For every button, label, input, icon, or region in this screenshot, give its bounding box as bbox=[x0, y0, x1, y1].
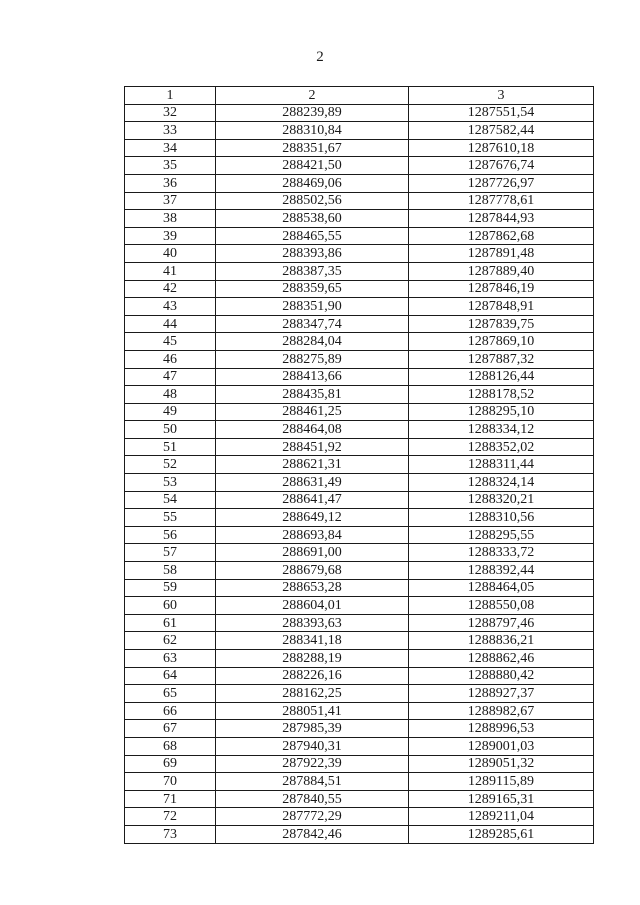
table-cell: 288435,81 bbox=[216, 386, 409, 404]
table-cell: 72 bbox=[125, 808, 216, 826]
table-cell: 288649,12 bbox=[216, 509, 409, 527]
table-row bbox=[125, 720, 594, 738]
table-cell: 1288311,44 bbox=[409, 456, 594, 474]
column-header: 1 bbox=[125, 87, 216, 105]
table-row bbox=[125, 650, 594, 668]
table-row bbox=[125, 403, 594, 421]
table-cell: 63 bbox=[125, 650, 216, 668]
table-row bbox=[125, 825, 594, 843]
table-cell: 288393,63 bbox=[216, 614, 409, 632]
table-cell: 57 bbox=[125, 544, 216, 562]
table-cell: 1289115,89 bbox=[409, 773, 594, 791]
table-cell: 288413,66 bbox=[216, 368, 409, 386]
table-cell: 36 bbox=[125, 174, 216, 192]
table-row bbox=[125, 210, 594, 228]
table-cell: 288469,06 bbox=[216, 174, 409, 192]
table-cell: 39 bbox=[125, 227, 216, 245]
table-cell: 46 bbox=[125, 350, 216, 368]
table-body bbox=[125, 104, 594, 843]
table-cell: 1287846,19 bbox=[409, 280, 594, 298]
table-cell: 288387,35 bbox=[216, 262, 409, 280]
table-cell: 1288797,46 bbox=[409, 614, 594, 632]
table-row bbox=[125, 474, 594, 492]
table-row bbox=[125, 192, 594, 210]
table-cell: 38 bbox=[125, 210, 216, 228]
table-cell: 287985,39 bbox=[216, 720, 409, 738]
table-cell: 33 bbox=[125, 122, 216, 140]
table-cell: 287772,29 bbox=[216, 808, 409, 826]
table-row bbox=[125, 298, 594, 316]
table-cell: 1288320,21 bbox=[409, 491, 594, 509]
table-cell: 288226,16 bbox=[216, 667, 409, 685]
table-cell: 288464,08 bbox=[216, 421, 409, 439]
table-row bbox=[125, 122, 594, 140]
table-cell: 1288836,21 bbox=[409, 632, 594, 650]
table-cell: 1288126,44 bbox=[409, 368, 594, 386]
table-cell: 67 bbox=[125, 720, 216, 738]
table-row bbox=[125, 667, 594, 685]
column-header: 2 bbox=[216, 87, 409, 105]
table-cell: 1288550,08 bbox=[409, 597, 594, 615]
table-cell: 288310,84 bbox=[216, 122, 409, 140]
table-cell: 1288295,10 bbox=[409, 403, 594, 421]
table-cell: 288538,60 bbox=[216, 210, 409, 228]
table-cell: 1288295,55 bbox=[409, 526, 594, 544]
table-cell: 64 bbox=[125, 667, 216, 685]
table-row bbox=[125, 104, 594, 122]
table-cell: 1288334,12 bbox=[409, 421, 594, 439]
table-cell: 288288,19 bbox=[216, 650, 409, 668]
table-cell: 1287778,61 bbox=[409, 192, 594, 210]
table-cell: 288421,50 bbox=[216, 157, 409, 175]
table-cell: 1288310,56 bbox=[409, 509, 594, 527]
table-row bbox=[125, 280, 594, 298]
table-cell: 43 bbox=[125, 298, 216, 316]
table-cell: 42 bbox=[125, 280, 216, 298]
table-cell: 287922,39 bbox=[216, 755, 409, 773]
table-cell: 1288464,05 bbox=[409, 579, 594, 597]
table-cell: 288341,18 bbox=[216, 632, 409, 650]
table-cell: 61 bbox=[125, 614, 216, 632]
table-row bbox=[125, 773, 594, 791]
table-cell: 288631,49 bbox=[216, 474, 409, 492]
table-row bbox=[125, 702, 594, 720]
table-row bbox=[125, 755, 594, 773]
table-cell: 288275,89 bbox=[216, 350, 409, 368]
table-cell: 287842,46 bbox=[216, 825, 409, 843]
table-cell: 288284,04 bbox=[216, 333, 409, 351]
table-cell: 40 bbox=[125, 245, 216, 263]
table-cell: 1287887,32 bbox=[409, 350, 594, 368]
table-cell: 1289165,31 bbox=[409, 790, 594, 808]
table-cell: 288393,86 bbox=[216, 245, 409, 263]
table-row bbox=[125, 544, 594, 562]
table-row bbox=[125, 614, 594, 632]
table-cell: 53 bbox=[125, 474, 216, 492]
table-cell: 69 bbox=[125, 755, 216, 773]
table-row bbox=[125, 157, 594, 175]
table-cell: 287940,31 bbox=[216, 737, 409, 755]
table-cell: 45 bbox=[125, 333, 216, 351]
table-cell: 50 bbox=[125, 421, 216, 439]
table-row bbox=[125, 509, 594, 527]
table-cell: 1287862,68 bbox=[409, 227, 594, 245]
table-row bbox=[125, 262, 594, 280]
table-cell: 288604,01 bbox=[216, 597, 409, 615]
table-cell: 288641,47 bbox=[216, 491, 409, 509]
table-cell: 34 bbox=[125, 139, 216, 157]
table-cell: 288653,28 bbox=[216, 579, 409, 597]
table-row bbox=[125, 491, 594, 509]
table-cell: 37 bbox=[125, 192, 216, 210]
table-cell: 54 bbox=[125, 491, 216, 509]
table-cell: 1287891,48 bbox=[409, 245, 594, 263]
table-cell: 68 bbox=[125, 737, 216, 755]
table-cell: 49 bbox=[125, 403, 216, 421]
table-cell: 1289001,03 bbox=[409, 737, 594, 755]
table-cell: 55 bbox=[125, 509, 216, 527]
table-cell: 32 bbox=[125, 104, 216, 122]
table-cell: 1288880,42 bbox=[409, 667, 594, 685]
table-cell: 60 bbox=[125, 597, 216, 615]
table-cell: 73 bbox=[125, 825, 216, 843]
table-cell: 1287582,44 bbox=[409, 122, 594, 140]
table-row bbox=[125, 685, 594, 703]
table-row bbox=[125, 808, 594, 826]
table-cell: 1288178,52 bbox=[409, 386, 594, 404]
table-cell: 47 bbox=[125, 368, 216, 386]
table-row bbox=[125, 421, 594, 439]
table-row bbox=[125, 562, 594, 580]
table-cell: 288679,68 bbox=[216, 562, 409, 580]
table-cell: 288502,56 bbox=[216, 192, 409, 210]
table-cell: 1288352,02 bbox=[409, 438, 594, 456]
table-cell: 288351,67 bbox=[216, 139, 409, 157]
table-row bbox=[125, 227, 594, 245]
table-row bbox=[125, 632, 594, 650]
table-cell: 288451,92 bbox=[216, 438, 409, 456]
table-cell: 1287551,54 bbox=[409, 104, 594, 122]
coordinates-table bbox=[124, 86, 594, 844]
table-cell: 1287676,74 bbox=[409, 157, 594, 175]
table-cell: 288621,31 bbox=[216, 456, 409, 474]
table-cell: 1288927,37 bbox=[409, 685, 594, 703]
table-cell: 1289211,04 bbox=[409, 808, 594, 826]
table-cell: 52 bbox=[125, 456, 216, 474]
table-row bbox=[125, 350, 594, 368]
table-cell: 51 bbox=[125, 438, 216, 456]
table-row bbox=[125, 790, 594, 808]
table-cell: 1288392,44 bbox=[409, 562, 594, 580]
table-row bbox=[125, 139, 594, 157]
table-row bbox=[125, 456, 594, 474]
table-cell: 288461,25 bbox=[216, 403, 409, 421]
table-cell: 1287869,10 bbox=[409, 333, 594, 351]
table-cell: 48 bbox=[125, 386, 216, 404]
table-cell: 35 bbox=[125, 157, 216, 175]
table-cell: 288347,74 bbox=[216, 315, 409, 333]
column-header: 3 bbox=[409, 87, 594, 105]
table-cell: 288351,90 bbox=[216, 298, 409, 316]
table-cell: 1287839,75 bbox=[409, 315, 594, 333]
table-cell: 288359,65 bbox=[216, 280, 409, 298]
table-cell: 1289051,32 bbox=[409, 755, 594, 773]
table-row bbox=[125, 597, 594, 615]
table-cell: 59 bbox=[125, 579, 216, 597]
table-row bbox=[125, 737, 594, 755]
page-number: 2 bbox=[316, 49, 324, 65]
table-row bbox=[125, 526, 594, 544]
table-row bbox=[125, 368, 594, 386]
table-cell: 288162,25 bbox=[216, 685, 409, 703]
table-cell: 288691,00 bbox=[216, 544, 409, 562]
table-cell: 58 bbox=[125, 562, 216, 580]
table-cell: 56 bbox=[125, 526, 216, 544]
table-cell: 1287844,93 bbox=[409, 210, 594, 228]
table-cell: 1287889,40 bbox=[409, 262, 594, 280]
table-cell: 288239,89 bbox=[216, 104, 409, 122]
table-cell: 1287726,97 bbox=[409, 174, 594, 192]
table-cell: 287840,55 bbox=[216, 790, 409, 808]
table-cell: 70 bbox=[125, 773, 216, 791]
table-cell: 1287610,18 bbox=[409, 139, 594, 157]
table-row bbox=[125, 245, 594, 263]
table-cell: 288693,84 bbox=[216, 526, 409, 544]
table-row bbox=[125, 333, 594, 351]
table-cell: 1287848,91 bbox=[409, 298, 594, 316]
table-row bbox=[125, 174, 594, 192]
table-cell: 287884,51 bbox=[216, 773, 409, 791]
table-cell: 65 bbox=[125, 685, 216, 703]
table-row bbox=[125, 579, 594, 597]
table-row bbox=[125, 315, 594, 333]
table-cell: 1288862,46 bbox=[409, 650, 594, 668]
table-row bbox=[125, 386, 594, 404]
table-cell: 71 bbox=[125, 790, 216, 808]
table-cell: 1289285,61 bbox=[409, 825, 594, 843]
table-cell: 66 bbox=[125, 702, 216, 720]
table-header-row bbox=[125, 87, 594, 105]
table-row bbox=[125, 438, 594, 456]
table-cell: 44 bbox=[125, 315, 216, 333]
table-cell: 62 bbox=[125, 632, 216, 650]
table-cell: 1288324,14 bbox=[409, 474, 594, 492]
table-cell: 1288333,72 bbox=[409, 544, 594, 562]
table-cell: 41 bbox=[125, 262, 216, 280]
table-cell: 288465,55 bbox=[216, 227, 409, 245]
table-cell: 1288996,53 bbox=[409, 720, 594, 738]
table-cell: 1288982,67 bbox=[409, 702, 594, 720]
table-cell: 288051,41 bbox=[216, 702, 409, 720]
